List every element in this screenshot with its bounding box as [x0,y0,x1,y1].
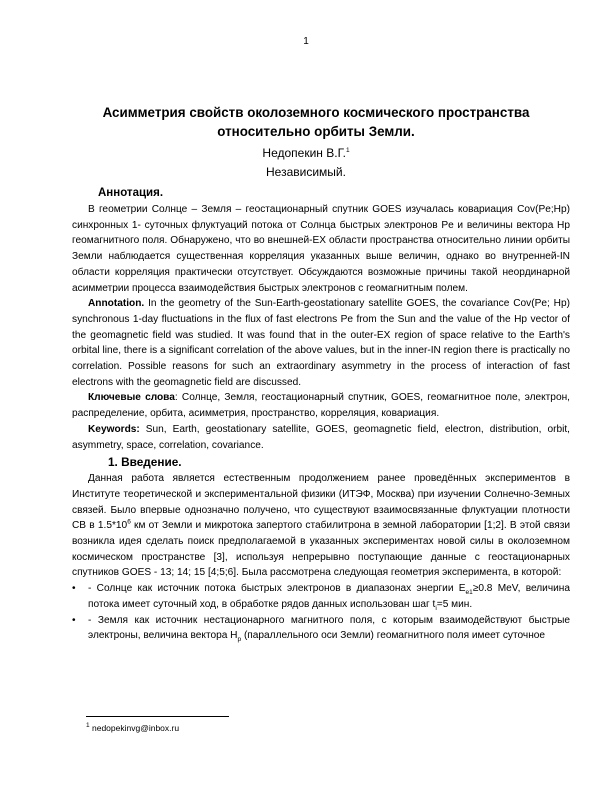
affiliation: Независимый. [266,165,346,179]
bullet-earth-text-b: (параллельного оси Земли) геомагнитного поля имеет суточное [241,630,546,642]
author-name: Недопекин В.Г. [262,146,346,160]
bullet-sun-text [88,581,570,612]
intro-text-a: Данная работа является естественным продолжением ранее проведённых экспериментов в Институте теоретической и экспериментальной физики (ИТЭФ, Москва) при изучении Солнечно-Земных связей. Было впервые однозначно получено, что существуют взаимосвязанные флуктуации плотности СВ в 1.5*10 [72,473,570,532]
footnote-mark: 1 [86,722,90,730]
bullet-earth-text [88,613,570,644]
page-number: 1 [303,36,309,47]
abstract-en-text: In the geometry of the Sun-Earth-geostationary satellite GOES, the covariance Cov(Pe; Hp) synchronous 1-day fluctuations in the flux of fast electrons Pe from the Sun and the value of the Hp vector of the geomagnetic field was studied. It was found that in the outer-EX region of space relative to the Earth's orbital line, there is a significant correlation of the above values, but in the inner-IN region there is practically no correlation. Possible reasons for such an extraordinary asymmetry in the process of interaction of fast electrons with the geomagnetic field are discussed. [72,298,570,388]
intro-text-b: км от Земли и микротока запертого стабилитрона в земной лаборатории [1;2]. В этой связи возникла идея сделать поиск предполагаемой в указанных экспериментах новой силы в околоземном космическом пространстве [3], используя непрерывно поступающие данные с геостационарных спутников GOES - 13; 14; 15 [4;5;6]. Была рассмотрена следующая геометрия эксперимента, в которой: [72,520,570,579]
keywords-en-label: Keywords: [88,423,140,435]
bullet-sun-sub2: i [435,604,437,612]
bullet-earth-text-a: - Земля как источник нестационарного магнитного поля, с которым взаимодействуют быстрые электроны, величина вектора H [88,614,570,642]
abstract-ru-text: В геометрии Солнце – Земля – геостационарный спутник GOES изучалась ковариация Cov(Pe;Hp) синхронных 1- суточных флуктуаций потока от Солнца быстрых электронов Pe и величины вектора Hp геомагнитного поля. Обнаружено, что во внешней-EX области пространства относительно линии орбиты Земли наблюдается существенная корреляция указанных выше величин, однако во внутренней-IN области корреляция практически отсутствует. Обсуждаются возможные причины такой неординарной асимметрии процесса взаимодействия быстрых электронов с геомагнитным полем. [72,204,570,294]
keywords-en [72,422,570,453]
paper-body [72,185,570,644]
footnote-email: nedopekinvg@inbox.ru [89,723,180,733]
abstract-en [72,296,570,390]
keywords-ru [72,390,570,421]
bullet-item-earth [72,613,570,644]
author-footnote-mark: 1 [345,147,350,154]
keywords-ru-text: : Солнце, Земля, геостационарный спутник, GOES, геомагнитное поле, электрон, распределение, орбита, асимметрия, пространство, корреляция, ковариация. [72,392,570,420]
bullet-sun-sub: e1 [465,589,473,597]
abstract-en-label: Annotation. [88,298,145,310]
author-line [0,145,612,161]
bullet-icon: • [72,583,76,595]
footnote-divider [86,716,229,717]
paper-title: Асимметрия свойств околоземного космического пространства относительно орбиты Земли. [102,105,530,139]
keywords-en-text: Sun, Earth, geostationary satellite, GOES, geomagnetic field, electron, distribution, orbit, asymmetry, space, correlation, covariance. [72,423,570,451]
intro-superscript: 6 [127,518,131,526]
keywords-ru-label: Ключевые слова [88,392,175,404]
bullet-sun-text-a: - Солнце как источник потока быстрых электронов в диапазонах энергии E [88,583,466,595]
bullet-icon: • [72,614,76,626]
abstract-heading: Аннотация. [98,187,164,199]
intro-paragraph [72,471,570,581]
footnote [86,723,179,734]
bullet-earth-sub: p [237,636,242,644]
bullet-sun-text-c: =5 мин. [436,598,473,610]
bullet-item-sun [72,581,570,612]
bullet-sun-text-b: ≥0.8 MeV, величина потока имеет суточный ход, в обработке рядов данных использован шаг t [88,583,570,610]
section-heading-introduction: 1. Введение. [108,455,182,470]
